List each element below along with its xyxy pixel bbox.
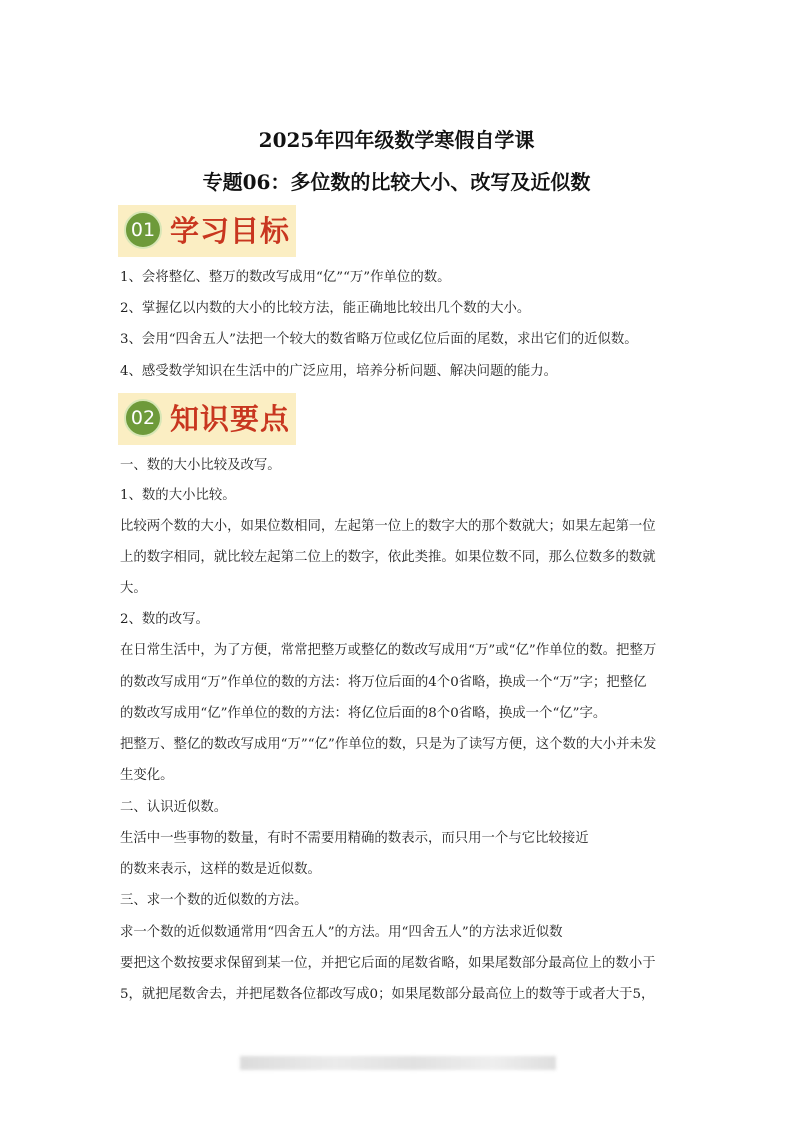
paragraph-line: 二、认识近似数。 [120,800,228,815]
paragraph-line: 大。 [120,581,147,596]
paragraph-line: 在日常生活中，为了方便，常常把整万或整亿的数改写成用“万”或“亿”作单位的数。把整万 [120,643,657,658]
goal-item: 2、掌握亿以内数的大小的比较方法，能正确地比较出几个数的大小。 [120,301,531,316]
goal-item: 1、会将整亿、整万的数改写成用“亿”“万”作单位的数。 [120,270,451,285]
paragraph-line: 上的数字相同，就比较左起第二位上的数字，依此类推。如果位数不同，那么位数多的数就 [120,550,656,565]
blurred-footer [240,1056,556,1070]
section-badge-goals [118,205,296,257]
paragraph-line: 的数改写成用“亿”作单位的数的方法：将亿位后面的8个0省略，换成一个“亿”字。 [120,706,607,721]
paragraph-line: 要把这个数按要求保留到某一位，并把它后面的尾数省略，如果尾数部分最高位上的数小于 [120,956,656,971]
paragraph-line: 的数来表示，这样的数是近似数。 [120,862,321,877]
paragraph-line: 求一个数的近似数通常用“四舍五人”的方法。用“四舍五人”的方法求近似数 [120,925,563,940]
section-heading: 知识要点 [170,402,291,436]
section-number-circle: 01 [124,211,162,249]
paragraph-line: 比较两个数的大小，如果位数相同，左起第一位上的数字大的那个数就大；如果左起第一位 [120,519,656,534]
paragraph-line: 的数改写成用“万”作单位的数的方法：将万位后面的4个0省略，换成一个“万”字；把整亿 [120,675,647,690]
document-subtitle: 专题06：多位数的比较大小、改写及近似数 [202,170,591,194]
paragraph-line: 生变化。 [120,768,174,783]
section-number-circle: 02 [124,399,162,437]
paragraph-line: 把整万、整亿的数改写成用“万”“亿”作单位的数，只是为了读写方便，这个数的大小并未发 [120,737,657,752]
document-title: 2025年四年级数学寒假自学课 [258,128,535,152]
paragraph-line: 生活中一些事物的数量，有时不需要用精确的数表示，而只用一个与它比较接近 [120,831,589,846]
paragraph-line: 1、数的大小比较。 [120,488,236,503]
paragraph-line: 5，就把尾数舍去，并把尾数各位都改写成0；如果尾数部分最高位上的数等于或者大于5， [120,987,655,1002]
goal-item: 3、会用“四舍五人”法把一个较大的数省略万位或亿位后面的尾数，求出它们的近似数。 [120,332,638,347]
paragraph-line: 2、数的改写。 [120,612,209,627]
paragraph-line: 三、求一个数的近似数的方法。 [120,893,308,908]
goal-item: 4、感受数学知识在生活中的广泛应用，培养分析问题、解决问题的能力。 [120,364,558,379]
section-badge-points [118,393,296,445]
section-heading: 学习目标 [170,214,291,248]
paragraph-line: 一、数的大小比较及改写。 [120,458,281,473]
